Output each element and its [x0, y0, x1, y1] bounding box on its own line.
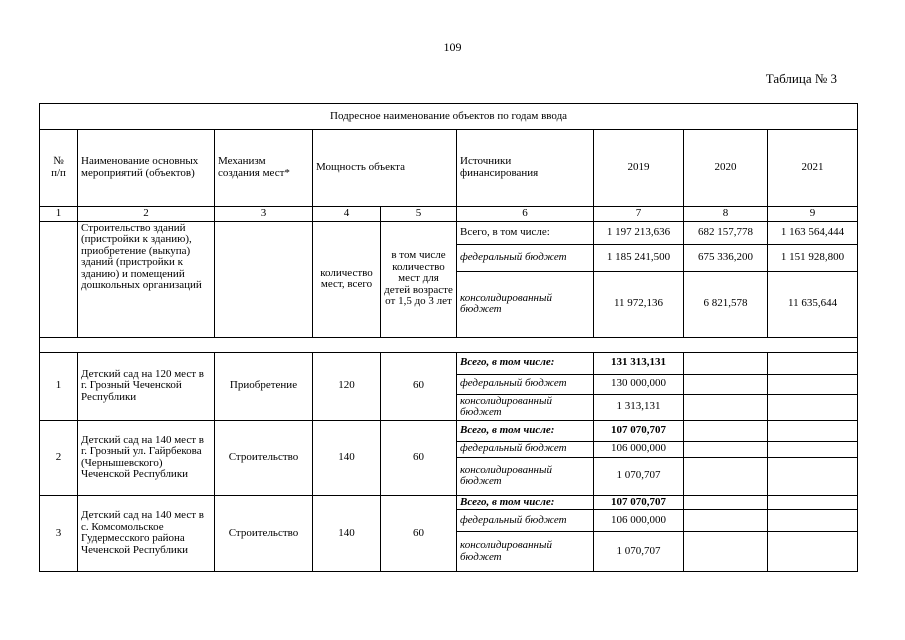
summary-name: Строительство зданий (пристройки к зданию), приобретение (выкупа) зданий (пристройки к зданию) и помещений дошкольных организаций — [78, 221, 215, 337]
col-number: 6 — [457, 207, 594, 222]
page-number: 109 — [443, 40, 462, 54]
object-value-2020 — [684, 420, 768, 441]
object-value-2021 — [768, 394, 858, 420]
summary-source: консолидированный бюджет — [457, 271, 594, 337]
object-value-2020 — [684, 352, 768, 374]
col-number: 1 — [40, 207, 78, 222]
header-capacity: Мощность объекта — [313, 130, 457, 207]
object-value-2020 — [684, 495, 768, 510]
object-value-2021 — [768, 532, 858, 572]
spacer-row — [40, 337, 858, 352]
summary-value-2021: 1 163 564,444 — [768, 221, 858, 244]
col-number: 8 — [684, 207, 768, 222]
table-title: Подресное наименование объектов по годам ввода — [40, 104, 858, 130]
object-value-2019: 107 070,707 — [594, 420, 684, 441]
object-value-2020 — [684, 394, 768, 420]
object-value-2020 — [684, 532, 768, 572]
object-name: Детский сад на 140 мест в с. Комсомольское Гудермесского района Чеченской Республики — [78, 495, 215, 572]
object-value-2019: 1 070,707 — [594, 457, 684, 495]
table-caption: Таблица № 3 — [765, 71, 837, 86]
col-number: 2 — [78, 207, 215, 222]
col-number: 7 — [594, 207, 684, 222]
object-value-2021 — [768, 510, 858, 532]
summary-value-2019: 11 972,136 — [594, 271, 684, 337]
summary-value-2020: 6 821,578 — [684, 271, 768, 337]
object-capacity-children: 60 — [381, 352, 457, 420]
col-number: 3 — [215, 207, 313, 222]
header-num: № п/п — [40, 130, 78, 207]
object-mechanism: Приобретение — [215, 352, 313, 420]
summary-capacity-total: количество мест, всего — [313, 221, 381, 337]
object-capacity-total: 120 — [313, 352, 381, 420]
col-number: 5 — [381, 207, 457, 222]
summary-value-2020: 682 157,778 — [684, 221, 768, 244]
object-value-2019: 131 313,131 — [594, 352, 684, 374]
object-name: Детский сад на 140 мест в г. Грозный ул. Гайрбекова (Чернышевского) Чеченской Республики — [78, 420, 215, 495]
object-value-2019: 1 313,131 — [594, 394, 684, 420]
object-value-2021 — [768, 457, 858, 495]
summary-value-2021: 11 635,644 — [768, 271, 858, 337]
col-number: 4 — [313, 207, 381, 222]
object-mechanism: Строительство — [215, 495, 313, 572]
object-source: федеральный бюджет — [457, 510, 594, 532]
summary-value-2020: 675 336,200 — [684, 244, 768, 271]
summary-mechanism — [215, 221, 313, 337]
object-num: 3 — [40, 495, 78, 572]
object-source: Всего, в том числе: — [457, 420, 594, 441]
header-year-2019: 2019 — [594, 130, 684, 207]
object-value-2020 — [684, 457, 768, 495]
header-sources: Источники финансирования — [457, 130, 594, 207]
object-value-2020 — [684, 510, 768, 532]
summary-capacity-children: в том числе количество мест для детей возрасте от 1,5 до 3 лет — [381, 221, 457, 337]
header-mechanism: Механизм создания мест* — [215, 130, 313, 207]
object-capacity-total: 140 — [313, 495, 381, 572]
object-value-2019: 106 000,000 — [594, 441, 684, 457]
object-capacity-children: 60 — [381, 495, 457, 572]
object-value-2020 — [684, 374, 768, 394]
header-year-2020: 2020 — [684, 130, 768, 207]
object-capacity-total: 140 — [313, 420, 381, 495]
funding-table — [39, 103, 858, 572]
object-num: 2 — [40, 420, 78, 495]
object-name: Детский сад на 120 мест в г. Грозный Чеченской Республики — [78, 352, 215, 420]
object-source: федеральный бюджет — [457, 374, 594, 394]
summary-value-2019: 1 197 213,636 — [594, 221, 684, 244]
object-value-2021 — [768, 420, 858, 441]
object-capacity-children: 60 — [381, 420, 457, 495]
object-source: консолидированный бюджет — [457, 457, 594, 495]
object-value-2021 — [768, 374, 858, 394]
header-name: Наименование основных мероприятий (объектов) — [78, 130, 215, 207]
object-value-2019: 1 070,707 — [594, 532, 684, 572]
object-value-2020 — [684, 441, 768, 457]
object-value-2021 — [768, 441, 858, 457]
col-number: 9 — [768, 207, 858, 222]
summary-source: Всего, в том числе: — [457, 221, 594, 244]
summary-value-2021: 1 151 928,800 — [768, 244, 858, 271]
object-value-2019: 130 000,000 — [594, 374, 684, 394]
summary-value-2019: 1 185 241,500 — [594, 244, 684, 271]
object-value-2021 — [768, 495, 858, 510]
header-year-2021: 2021 — [768, 130, 858, 207]
object-source: федеральный бюджет — [457, 441, 594, 457]
object-source: консолидированный бюджет — [457, 532, 594, 572]
object-source: консолидированный бюджет — [457, 394, 594, 420]
summary-source: федеральный бюджет — [457, 244, 594, 271]
object-source: Всего, в том числе: — [457, 495, 594, 510]
summary-num — [40, 221, 78, 337]
object-source: Всего, в том числе: — [457, 352, 594, 374]
object-num: 1 — [40, 352, 78, 420]
object-mechanism: Строительство — [215, 420, 313, 495]
object-value-2019: 107 070,707 — [594, 495, 684, 510]
object-value-2021 — [768, 352, 858, 374]
object-value-2019: 106 000,000 — [594, 510, 684, 532]
